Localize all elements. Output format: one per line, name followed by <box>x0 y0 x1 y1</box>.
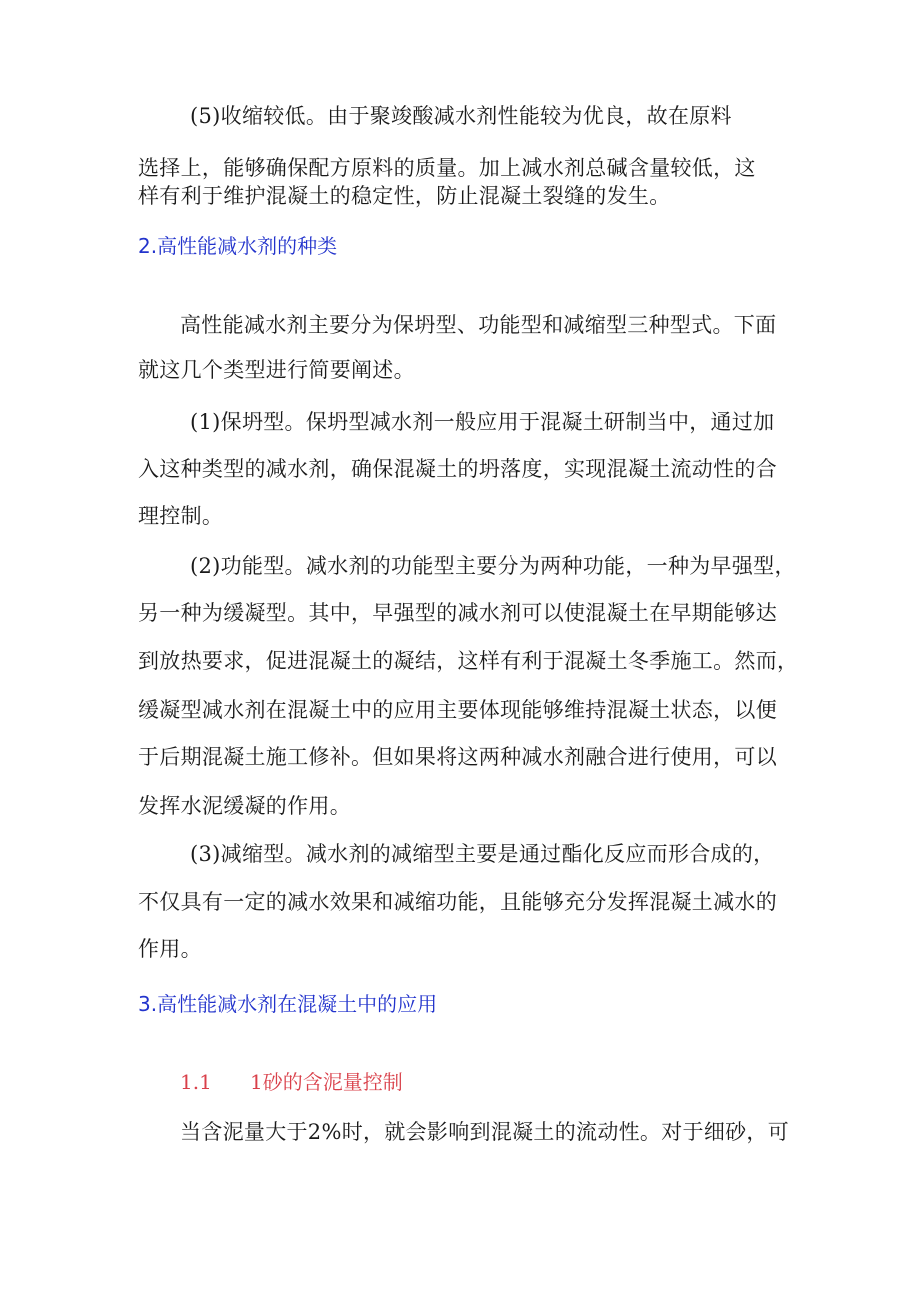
subsection-title: 1砂的含泥量控制 <box>250 1070 403 1094</box>
intro-line-2: 就这几个类型进行简要阐述。 <box>138 358 415 382</box>
item-2-line-4: 缓凝型减水剂在混凝土中的应用主要体现能够维持混凝土状态，以便 <box>138 698 777 722</box>
item-2-line-2: 另一种为缓凝型。其中，早强型的减水剂可以使混凝土在早期能够达 <box>138 601 777 625</box>
paragraph-5-line-3: 样有利于维护混凝土的稳定性，防止混凝土裂缝的发生。 <box>138 184 671 208</box>
item-3-line-2: 不仅具有一定的减水效果和减缩功能，且能够充分发挥混凝土减水的 <box>138 890 777 914</box>
item-1-line-2: 入这种类型的减水剂，确保混凝土的坍落度，实现混凝土流动性的合 <box>138 457 777 481</box>
item-2-line-5: 于后期混凝土施工修补。但如果将这两种减水剂融合进行使用，可以 <box>138 745 777 769</box>
item-3-line-1: (3)减缩型。减水剂的减缩型主要是通过酯化反应而形合成的， <box>190 842 775 866</box>
item-1-line-3: 理控制。 <box>138 504 224 528</box>
subsection-1-1-heading <box>180 1069 403 1095</box>
item-2-line-1: (2)功能型。减水剂的功能型主要分为两种功能，一种为早强型， <box>190 554 796 578</box>
item-3-line-3: 作用。 <box>138 937 202 961</box>
section-2-heading: 2.高性能减水剂的种类 <box>138 234 338 258</box>
paragraph-5-line-1: (5)收缩较低。由于聚竣酸减水剂性能较为优良，故在原料 <box>190 104 732 128</box>
item-2-line-6: 发挥水泥缓凝的作用。 <box>138 794 351 818</box>
item-2-line-3: 到放热要求，促进混凝土的凝结，这样有利于混凝土冬季施工。然而， <box>138 649 799 673</box>
section-3-heading: 3.高性能减水剂在混凝土中的应用 <box>138 992 438 1016</box>
subsection-number: 1.1 <box>180 1070 212 1094</box>
intro-line-1: 高性能减水剂主要分为保坍型、功能型和减缩型三种型式。下面 <box>180 313 777 337</box>
item-1-line-1: (1)保坍型。保坍型减水剂一般应用于混凝土研制当中，通过加 <box>190 410 775 434</box>
paragraph-5-line-2: 选择上，能够确保配方原料的质量。加上减水剂总碱含量较低，这 <box>138 156 756 180</box>
last-paragraph-line-1: 当含泥量大于2%时，就会影响到混凝土的流动性。对于细砂，可 <box>180 1120 790 1144</box>
